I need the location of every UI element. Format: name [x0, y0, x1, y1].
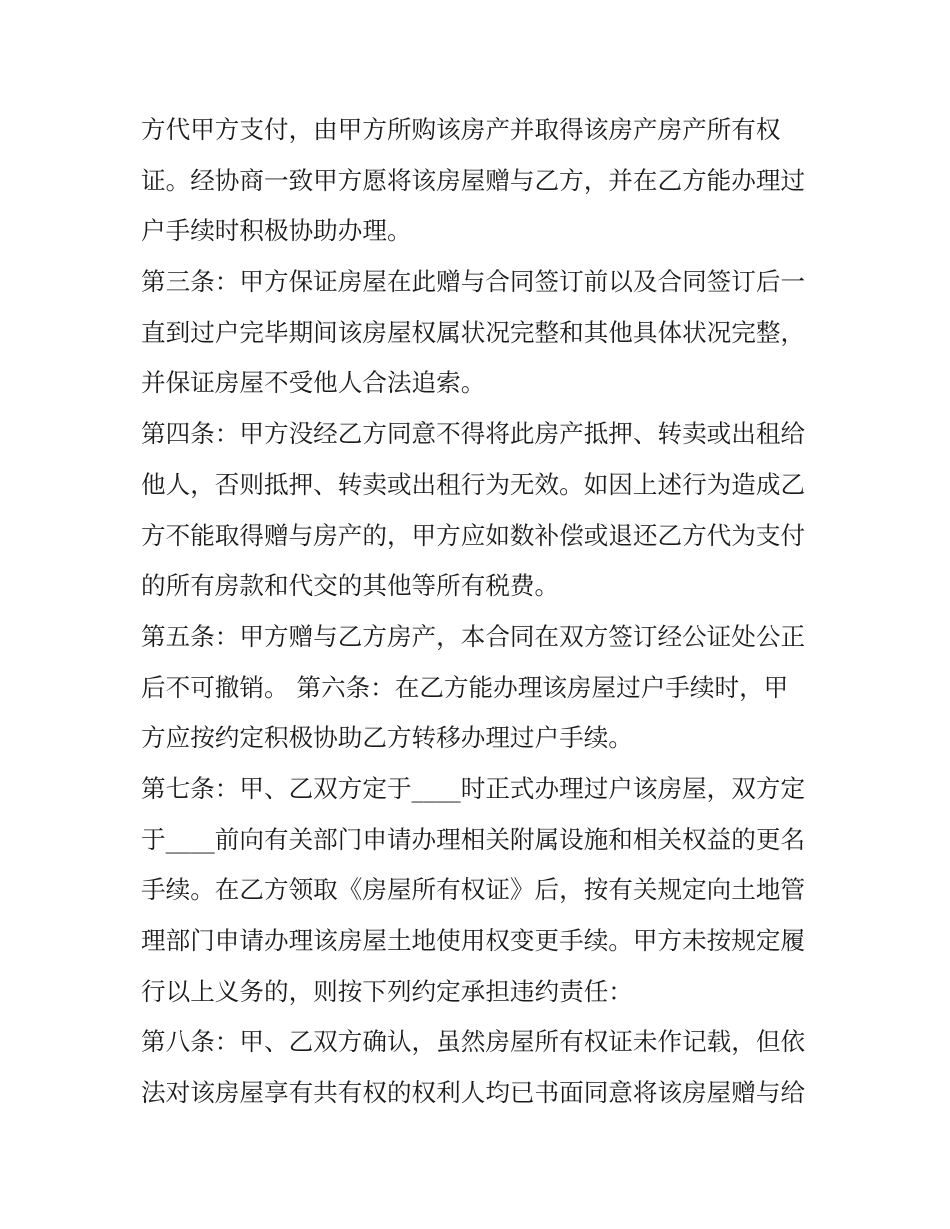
text-line: 行以上义务的，则按下列约定承担违约责任： — [141, 976, 633, 1006]
article-3-line: 第三条：甲方保证房屋在此赠与合同签订前以及合同签订后一 — [141, 267, 806, 297]
article-5-line: 第五条：甲方赠与乙方房产，本合同在双方签订经公证处公正 — [141, 621, 806, 651]
text-line: 方不能取得赠与房产的，甲方应如数补偿或退还乙方代为支付 — [141, 520, 806, 550]
article-8-line: 第八条：甲、乙双方确认，虽然房屋所有权证未作记载，但依 — [141, 1027, 806, 1057]
text-line: 理部门申请办理该房屋土地使用权变更手续。甲方未按规定履 — [141, 926, 806, 955]
text-line: 方代甲方支付，由甲方所购该房产并取得该房产房产所有权 — [141, 115, 781, 144]
article-7-line: 第七条：甲、乙双方定于____时正式办理过户该房屋，双方定 — [141, 773, 806, 803]
text-line: 他人，否则抵押、转卖或出租行为无效。如因上述行为造成乙 — [141, 469, 806, 499]
article-4-line: 第四条：甲方没经乙方同意不得将此房产抵押、转卖或出租给 — [141, 419, 806, 449]
text-line: 户手续时积极协助办理。 — [141, 216, 412, 246]
text-line: 法对该房屋享有共有权的权利人均已书面同意将该房屋赠与给 — [141, 1078, 806, 1108]
text-line: 并保证房屋不受他人合法追索。 — [141, 368, 486, 398]
text-line: 的所有房款和代交的其他等所有税费。 — [141, 571, 560, 601]
article-6-line: 后不可撤销。 第六条：在乙方能办理该房屋过户手续时，甲 — [141, 672, 789, 702]
text-line: 手续。在乙方领取《房屋所有权证》后，按有关规定向土地管 — [141, 875, 806, 905]
contract-body-text — [141, 105, 821, 1119]
text-line: 证。经协商一致甲方愿将该房屋赠与乙方，并在乙方能办理过 — [141, 165, 806, 195]
text-line: 于____前向有关部门申请办理相关附属设施和相关权益的更名 — [141, 824, 806, 854]
text-line: 直到过户完毕期间该房屋权属状况完整和其他具体状况完整， — [141, 317, 806, 347]
text-line: 方应按约定积极协助乙方转移办理过户手续。 — [141, 723, 633, 753]
